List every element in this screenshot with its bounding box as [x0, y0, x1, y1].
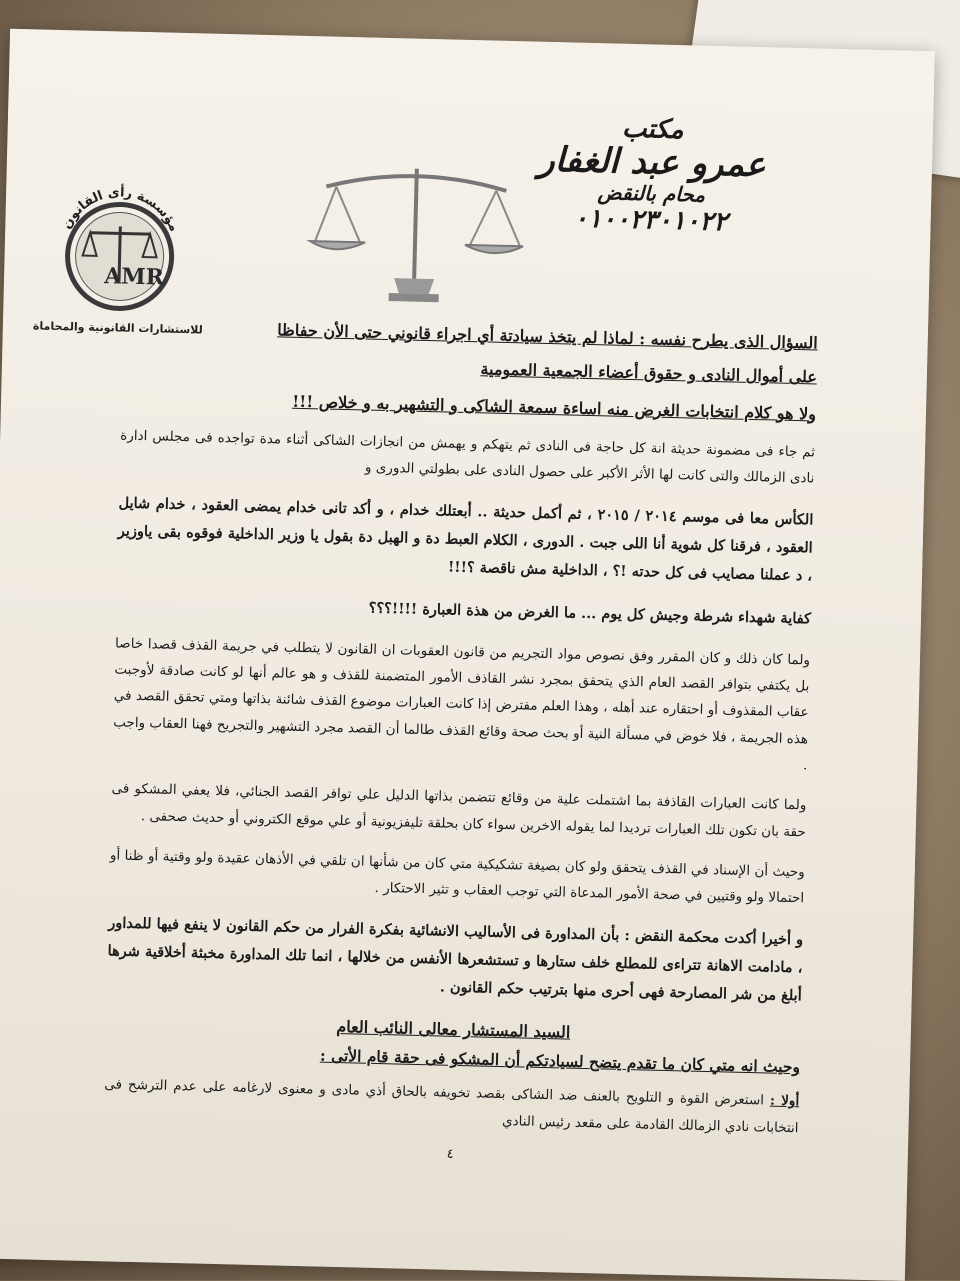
- document-page: [0, 29, 935, 1281]
- paragraph-3: ولما كانت العبارات القاذفة بما اشتملت علية من وقائع تتضمن بذاتها الدليل علي توافر القصد الجنائي، فلا يعفي المشكو فى حقة بان تكون تلك العبارات ترديدا لما يقوله الاخرين سواء كان بحلقة تليفزيونية أو علي موقع الكتروني أو حديث صحفى .: [111, 780, 807, 841]
- paragraph-5: [107, 909, 804, 1011]
- document-body: [103, 312, 818, 1171]
- page-number: ٤: [446, 1146, 454, 1162]
- heading-findings: وحيث انه متي كان ما تقدم يتضح لسيادتكم أن المشكو فى حقة قام الأتى :: [319, 1046, 801, 1077]
- heading-attorney-general: السيد المستشار معالى النائب العام: [336, 1017, 571, 1043]
- item-first-text: استعرض القوة و التلويح بالعنف ضد الشاكى بقصد تخويفه بالحاق أذي مادى و معنوى لارغامه على عدم الترشح فى انتخابات نادي الزمالك القادمة على مقعد رئيس النادي: [104, 1076, 799, 1137]
- letterhead-phone: ٠١٠٠٢٣٠١٠٢٢: [573, 203, 728, 238]
- logo-caption: للاستشارات القانونية والمحاماة: [32, 319, 203, 337]
- question-line-2: على أموال النادى و حقوق أعضاء الجمعية العمومية: [480, 359, 818, 387]
- scales-of-justice-icon: [303, 156, 527, 311]
- paragraph-5-lead: و أخيرا أكدت محكمة النقض :: [624, 926, 804, 949]
- paragraph-4: وحيث أن الإسناد في القذف يتحقق ولو كان بصيغة تشكيكية متي كان من شأنها ان تلقي في الأذهان عقيدة ولو وقتية أو ظنا أو احتمالا ولو وقتيين في صحة الأمور المدعاة التي توجب العقاب و تثير الاحتكار .: [109, 847, 805, 907]
- paragraph-1c: كفاية شهداء شرطة وجيش كل يوم ... ما الغرض من هذة العبارة !!!!؟؟؟: [368, 599, 812, 628]
- item-first: [103, 1072, 799, 1142]
- question-line-3: ولا هو كلام انتخابات الغرض منه اساءة سمعة الشاكى و التشهير به و خلاص !!!: [291, 391, 817, 424]
- letterhead-lawyer-name: عمرو عبد الغفار: [537, 139, 767, 186]
- paragraph-1b: الكأس معا فى موسم ٢٠١٤ / ٢٠١٥ ، ثم أكمل حديثة .. أبعتلك خدام ، و أكد تانى خدام يمضى العقود ، خدام شايل العقود ، فرقنا كل شوية أنا اللى جبت . الدورى ، الكلام العبط دة و الهبل دة بقول يا وزير الداخلية فوقوه بقى ياوزير ، د عملنا مصايب فى كل حدته !؟ ، الداخلية مش ناقصة ؟!!!: [117, 494, 814, 585]
- amr-logo: [43, 170, 197, 324]
- letterhead: [520, 111, 783, 239]
- logo-monogram: AMR: [103, 263, 165, 291]
- letterhead-office: مكتب: [621, 113, 685, 146]
- letterhead-title: محام بالنقض: [597, 180, 706, 208]
- question-line-1: السؤال الذى يطرح نفسه : لماذا لم يتخذ سيادتة أي اجراء قانوني حتى الأن حفاظا: [277, 320, 818, 353]
- paragraph-5-body: بأن المداورة فى الأساليب الانشائية بفكرة الفرار من حكم القانون لا ينفع فيها للمداور ، مادامت الاهانة تتراءى للمطلع خلف ستارها و تستشعرها الأنفس من خلالها ، انما تلك المداورة مخبثة أخلاقية شرها أبلغ من شر المصارحة فهى أحرى منها بترتيب حكم القانون .: [107, 914, 803, 1005]
- item-first-label: أولا :: [769, 1093, 800, 1110]
- paragraph-2: ولما كان ذلك و كان المقرر وفق نصوص مواد التجريم من قانون العقوبات ان القانون لا يتطلب في جريمة القذف قصدا خاصا بل يكتفي بتوافر القصد العام الذي يتحقق بمجرد نشر القاذف الأمور المتضمنة للقذف و هو عالم أنها لو كانت صادقة لأوجبت عقاب المقذوف أو احتقاره عند أهله ، وهذا العلم مفترض إذا كانت العبارات موضوع القذف شائنة بذاتها ومتي تحقق القصد في هذه الجريمة ، فلا خوض في مسألة النية أو بحث صحة وقائع القذف طالما أن القصد مجرد التشهير والتجريح فهنا العقاب واجب .: [113, 635, 811, 774]
- paragraph-1a: ثم جاء فى مضمونة حديثة انة كل حاجة فى النادى ثم يتهكم و يهمش من انجازات الشاكى أثناء مدة تواجده فى مجلس ادارة نادى الزمالك والتى كانت لها الأثر الأكبر على حصول النادى على بطولتي الدورى و: [120, 427, 816, 487]
- logo-arc-text: مؤسسة رأى القانون: [59, 185, 182, 234]
